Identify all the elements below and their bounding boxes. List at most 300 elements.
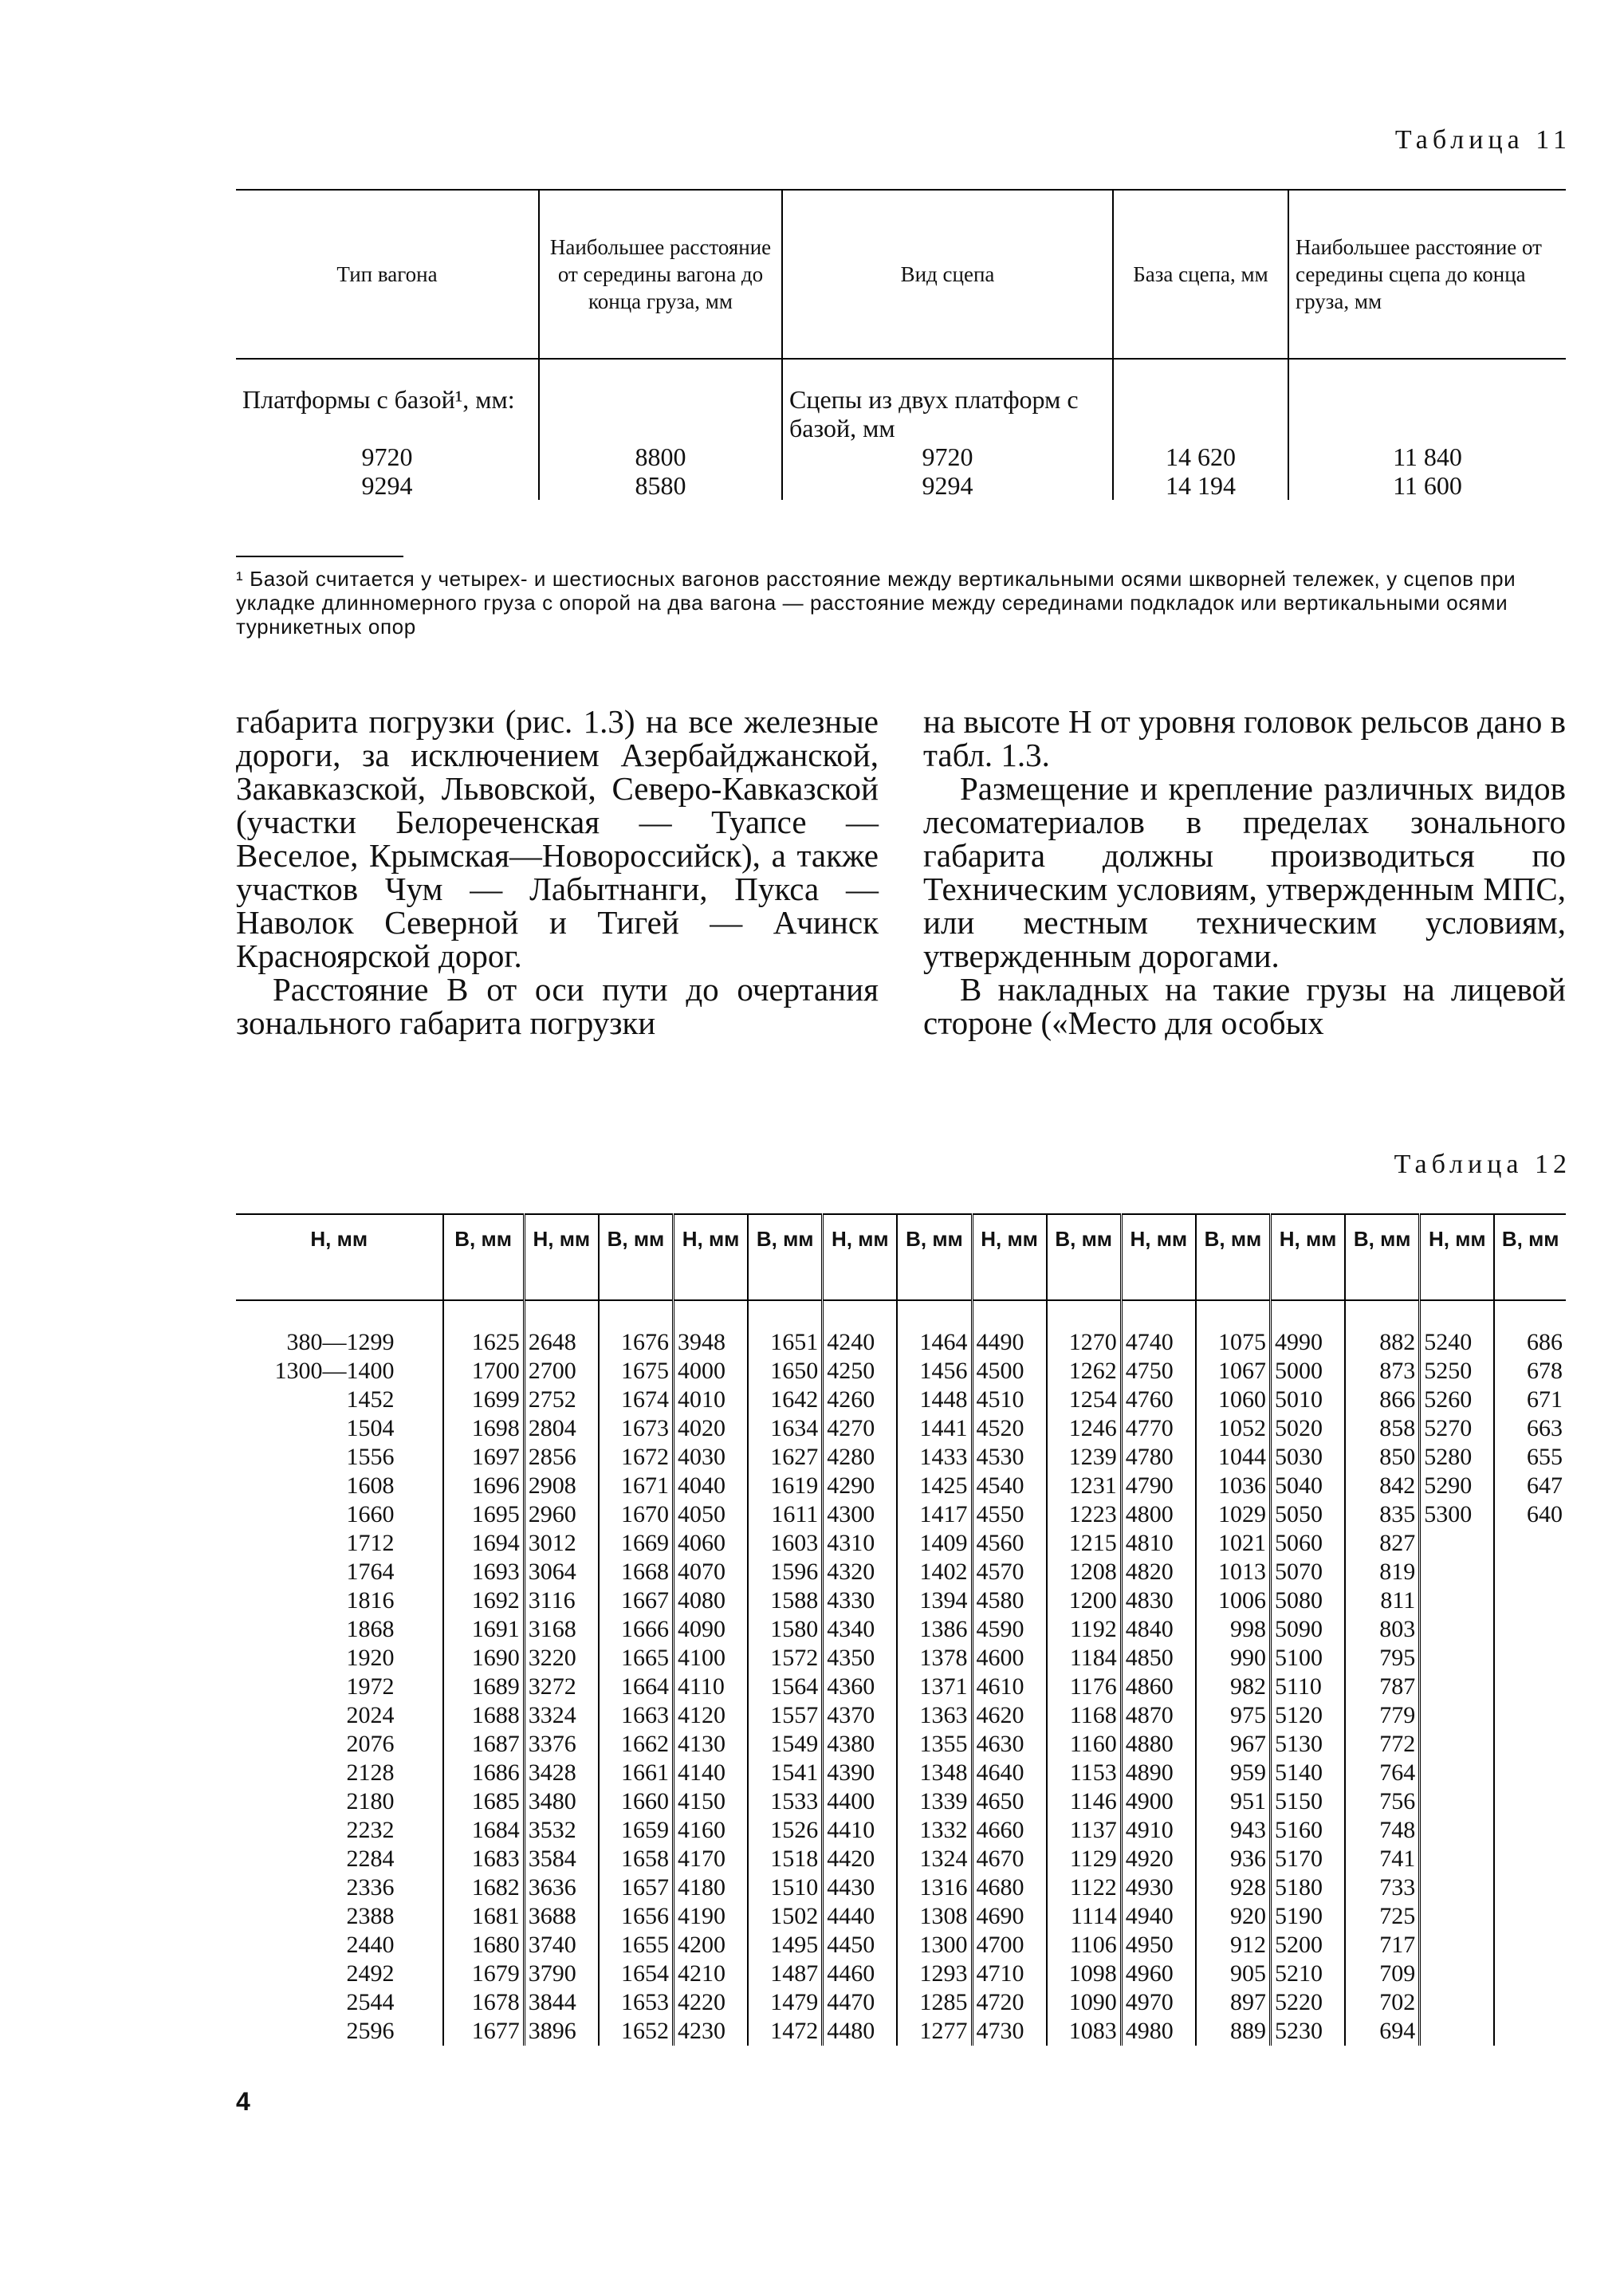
table-cell: 1339 — [897, 1787, 972, 1816]
table-cell: 2492 — [346, 1960, 395, 1987]
table-cell: 1674 — [599, 1386, 674, 1414]
table-cell: 4440 — [823, 1902, 898, 1931]
table-cell: 4540 — [972, 1472, 1047, 1500]
table-cell: 1348 — [897, 1759, 972, 1787]
table-cell: 4820 — [1121, 1558, 1196, 1586]
table-row — [236, 1701, 1566, 1730]
table-cell: 380—1299 — [286, 1329, 395, 1355]
table-cell: 1764 — [346, 1559, 395, 1585]
table-cell: 1090 — [1047, 1988, 1122, 2017]
table-cell: 4050 — [674, 1500, 749, 1529]
table-cell — [1420, 1931, 1495, 1960]
table-cell: 1363 — [897, 1701, 972, 1730]
table-cell: 741 — [1345, 1845, 1420, 1873]
table-cell: 1371 — [897, 1673, 972, 1701]
table-cell — [1420, 1673, 1495, 1701]
table-cell: 1308 — [897, 1902, 972, 1931]
table-cell: 1502 — [748, 1902, 823, 1931]
table-cell: 4870 — [1121, 1701, 1196, 1730]
table-cell: 1683 — [443, 1845, 525, 1873]
table-cell: 1044 — [1196, 1443, 1271, 1472]
table-cell: 1619 — [748, 1472, 823, 1500]
table12-header-cell: В, мм — [599, 1214, 674, 1300]
table-row — [236, 1902, 1566, 1931]
table-cell: 4930 — [1121, 1873, 1196, 1902]
table-cell: 4080 — [674, 1586, 749, 1615]
table-cell: 4190 — [674, 1902, 749, 1931]
table-cell: 1013 — [1196, 1558, 1271, 1586]
table-cell — [1494, 1759, 1566, 1787]
table-cell: 5070 — [1271, 1558, 1346, 1586]
table12-header-cell: В, мм — [1345, 1214, 1420, 1300]
table-cell — [1420, 1529, 1495, 1558]
table-cell: 4990 — [1271, 1328, 1346, 1357]
table-cell: 5040 — [1271, 1472, 1346, 1500]
table-cell: 1184 — [1047, 1644, 1122, 1673]
table-cell: 4450 — [823, 1931, 898, 1960]
table-cell: 4560 — [972, 1529, 1047, 1558]
table12-header-cell: В, мм — [443, 1214, 525, 1300]
table-cell: 1192 — [1047, 1615, 1122, 1644]
table-cell: 3636 — [524, 1873, 599, 1902]
table-cell: 4260 — [823, 1386, 898, 1414]
table-cell: 4520 — [972, 1414, 1047, 1443]
table-row — [236, 471, 1566, 500]
table-cell — [1420, 1730, 1495, 1759]
table-cell: 1504 — [346, 1415, 395, 1441]
table-cell: 5050 — [1271, 1500, 1346, 1529]
table-cell: 4740 — [1121, 1328, 1196, 1357]
table-cell: 2388 — [346, 1903, 395, 1929]
table-cell: 928 — [1196, 1873, 1271, 1902]
table-cell: 5230 — [1271, 2017, 1346, 2046]
table-cell: 4360 — [823, 1673, 898, 1701]
table-cell — [1420, 1902, 1495, 1931]
table-cell: 4100 — [674, 1644, 749, 1673]
table-cell: 702 — [1345, 1988, 1420, 2017]
table-cell: 1208 — [1047, 1558, 1122, 1586]
table-cell: 779 — [1345, 1701, 1420, 1730]
table-cell — [1420, 1558, 1495, 1586]
table-cell: 4550 — [972, 1500, 1047, 1529]
table-cell: 4660 — [972, 1816, 1047, 1845]
table-cell: 1680 — [443, 1931, 525, 1960]
table-cell: 686 — [1494, 1328, 1566, 1357]
table-row — [236, 1386, 1566, 1414]
table-cell: 1223 — [1047, 1500, 1122, 1529]
table-cell: 4900 — [1121, 1787, 1196, 1816]
table-cell: 4950 — [1121, 1931, 1196, 1960]
table-cell: 4490 — [972, 1328, 1047, 1357]
table-cell: 1122 — [1047, 1873, 1122, 1902]
table-cell: 4400 — [823, 1787, 898, 1816]
table-cell — [1494, 1701, 1566, 1730]
table-cell: 2544 — [346, 1989, 395, 2015]
table-cell: 14 194 — [1113, 471, 1288, 500]
table-cell: 1417 — [897, 1500, 972, 1529]
table-cell: 4670 — [972, 1845, 1047, 1873]
table-cell: 1075 — [1196, 1328, 1271, 1357]
table-cell: 1106 — [1047, 1931, 1122, 1960]
table-cell: 1673 — [599, 1414, 674, 1443]
table-cell: 4070 — [674, 1558, 749, 1586]
table-cell: 1693 — [443, 1558, 525, 1586]
table-cell: 1698 — [443, 1414, 525, 1443]
table-cell: 1277 — [897, 2017, 972, 2046]
table-cell: 873 — [1345, 1357, 1420, 1386]
table-row — [236, 1931, 1566, 1960]
table-cell: 4830 — [1121, 1586, 1196, 1615]
table-cell: 4090 — [674, 1615, 749, 1644]
table-cell: 4390 — [823, 1759, 898, 1787]
table-cell: 2700 — [524, 1357, 599, 1386]
table-cell: 5180 — [1271, 1873, 1346, 1902]
table-cell: 1660 — [346, 1501, 395, 1527]
table-cell: 2336 — [346, 1874, 395, 1901]
table-cell: 5000 — [1271, 1357, 1346, 1386]
table-cell: 1029 — [1196, 1500, 1271, 1529]
table-cell: 2596 — [346, 2018, 395, 2044]
table-cell: 819 — [1345, 1558, 1420, 1586]
table-cell — [1494, 1730, 1566, 1759]
table-cell: 1441 — [897, 1414, 972, 1443]
table-cell: 4860 — [1121, 1673, 1196, 1701]
table-cell — [1494, 1902, 1566, 1931]
table-cell: 663 — [1494, 1414, 1566, 1443]
table-cell — [1494, 1586, 1566, 1615]
table-row — [236, 1644, 1566, 1673]
table-cell: 709 — [1345, 1960, 1420, 1988]
table-cell: 4340 — [823, 1615, 898, 1644]
table-cell: 3790 — [524, 1960, 599, 1988]
table-cell — [1420, 1759, 1495, 1787]
table-cell: 1655 — [599, 1931, 674, 1960]
table-cell: 3012 — [524, 1529, 599, 1558]
table-cell: 1603 — [748, 1529, 823, 1558]
table-cell: 1663 — [599, 1701, 674, 1730]
table-cell: 4210 — [674, 1960, 749, 1988]
table-cell: 1627 — [748, 1443, 823, 1472]
table-cell: 2180 — [346, 1788, 395, 1814]
table-cell: 4620 — [972, 1701, 1047, 1730]
table-cell: 1580 — [748, 1615, 823, 1644]
table-cell: 5240 — [1420, 1328, 1495, 1357]
table11-header-row — [236, 190, 1566, 359]
table-cell: 4200 — [674, 1931, 749, 1960]
table-cell: 1487 — [748, 1960, 823, 1988]
table-cell: 1694 — [443, 1529, 525, 1558]
footnote: ¹ Базой считается у четырех- и шестиосных вагонов расстояние между вертикальными осями шкворней тележек, у сцепов при укладке длинномерного груза с опорой на два вагона — расстояние между серединами подкладок или вертикальными осями турникетных опор — [236, 567, 1516, 639]
table-cell: 4150 — [674, 1787, 749, 1816]
table11-group-label: Платформы с базой¹, мм: — [236, 385, 539, 442]
table-cell — [1494, 1873, 1566, 1902]
table-cell: 1654 — [599, 1960, 674, 1988]
table-cell: 4770 — [1121, 1414, 1196, 1443]
body-paragraph: на высоте Н от уровня головок рельсов дано в табл. 1.3. — [923, 703, 1566, 773]
table-cell: 2804 — [524, 1414, 599, 1443]
table12-header-cell: В, мм — [1494, 1214, 1566, 1300]
table-cell: 1659 — [599, 1816, 674, 1845]
table12-header-cell: Н, мм — [1271, 1214, 1346, 1300]
table-cell: 5260 — [1420, 1386, 1495, 1414]
table-cell: 1518 — [748, 1845, 823, 1873]
table-cell: 4580 — [972, 1586, 1047, 1615]
table-cell: 4530 — [972, 1443, 1047, 1472]
table-cell: 1700 — [443, 1357, 525, 1386]
table-cell: 5080 — [1271, 1586, 1346, 1615]
table-cell: 3948 — [674, 1328, 749, 1357]
table-cell: 4020 — [674, 1414, 749, 1443]
table-cell: 655 — [1494, 1443, 1566, 1472]
table-cell: 5170 — [1271, 1845, 1346, 1873]
table-cell: 1098 — [1047, 1960, 1122, 1988]
table-cell: 943 — [1196, 1816, 1271, 1845]
table-cell: 1658 — [599, 1845, 674, 1873]
table-cell: 3064 — [524, 1558, 599, 1586]
table-cell: 748 — [1345, 1816, 1420, 1845]
table-cell: 1682 — [443, 1873, 525, 1902]
table-cell: 2440 — [346, 1932, 395, 1958]
table-cell: 1083 — [1047, 2017, 1122, 2046]
table-row — [236, 1586, 1566, 1615]
table-row — [236, 1845, 1566, 1873]
table-cell: 1300—1400 — [274, 1358, 395, 1384]
table-cell: 1324 — [897, 1845, 972, 1873]
table-cell: 14 620 — [1113, 442, 1288, 471]
table-cell — [1420, 1615, 1495, 1644]
table-cell: 3220 — [524, 1644, 599, 1673]
table-cell — [1420, 1988, 1495, 2017]
table-cell: 1669 — [599, 1529, 674, 1558]
table-cell: 2648 — [524, 1328, 599, 1357]
table-cell: 1697 — [443, 1443, 525, 1472]
table-cell: 1285 — [897, 1988, 972, 2017]
table-cell: 4940 — [1121, 1902, 1196, 1931]
table-cell: 4230 — [674, 2017, 749, 2046]
table-cell: 1684 — [443, 1816, 525, 1845]
table-cell: 1160 — [1047, 1730, 1122, 1759]
table-cell: 2076 — [346, 1731, 395, 1757]
table12-header-cell: Н, мм — [1420, 1214, 1495, 1300]
table-cell: 951 — [1196, 1787, 1271, 1816]
table-row — [236, 1816, 1566, 1845]
body-paragraph: В накладных на такие грузы на лицевой стороне («Место для особых — [923, 971, 1566, 1041]
table-cell: 1687 — [443, 1730, 525, 1759]
table-cell: 678 — [1494, 1357, 1566, 1386]
table-cell: 1642 — [748, 1386, 823, 1414]
body-column-left — [236, 705, 879, 1040]
table-cell: 1972 — [346, 1673, 395, 1700]
table-row — [236, 2017, 1566, 2046]
table-cell: 1176 — [1047, 1673, 1122, 1701]
table-cell: 4170 — [674, 1845, 749, 1873]
table11-header-cell: Наибольшее расстояние от середины вагона до конца груза, мм — [539, 190, 782, 359]
table-cell: 5280 — [1420, 1443, 1495, 1472]
table-cell: 1868 — [346, 1616, 395, 1642]
table-cell: 5010 — [1271, 1386, 1346, 1414]
table-cell: 1067 — [1196, 1357, 1271, 1386]
table-cell: 1557 — [748, 1701, 823, 1730]
table-cell: 4780 — [1121, 1443, 1196, 1472]
table-cell: 4910 — [1121, 1816, 1196, 1845]
table-cell: 1671 — [599, 1472, 674, 1500]
table-cell: 3740 — [524, 1931, 599, 1960]
table-cell: 4240 — [823, 1328, 898, 1357]
table-cell: 1394 — [897, 1586, 972, 1615]
table-cell: 3324 — [524, 1701, 599, 1730]
table-cell: 4280 — [823, 1443, 898, 1472]
table-cell: 1660 — [599, 1787, 674, 1816]
table-cell: 1425 — [897, 1472, 972, 1500]
table12-header-cell: В, мм — [897, 1214, 972, 1300]
table-cell: 4430 — [823, 1873, 898, 1902]
table-cell: 920 — [1196, 1902, 1271, 1931]
table-cell: 5250 — [1420, 1357, 1495, 1386]
table-cell — [1494, 1988, 1566, 2017]
table-cell: 640 — [1494, 1500, 1566, 1529]
table-cell: 1675 — [599, 1357, 674, 1386]
table-cell: 1816 — [346, 1587, 395, 1614]
table12-header-cell: В, мм — [1196, 1214, 1271, 1300]
table-row — [236, 1988, 1566, 2017]
table-cell: 671 — [1494, 1386, 1566, 1414]
table-cell: 5130 — [1271, 1730, 1346, 1759]
table-cell: 4590 — [972, 1615, 1047, 1644]
table-cell: 4180 — [674, 1873, 749, 1902]
table12-header-cell: Н, мм — [972, 1214, 1047, 1300]
table-cell: 4690 — [972, 1902, 1047, 1931]
table-cell: 11 600 — [1288, 471, 1566, 500]
table-cell: 1652 — [599, 2017, 674, 2046]
table12-header-cell: Н, мм — [236, 1214, 443, 1300]
table-cell — [1494, 1673, 1566, 1701]
table12 — [236, 1213, 1566, 2046]
table-row — [236, 1787, 1566, 1816]
table-cell: 1300 — [897, 1931, 972, 1960]
table-cell: 3532 — [524, 1816, 599, 1845]
table-cell: 2960 — [524, 1500, 599, 1529]
table-cell: 3844 — [524, 1988, 599, 2017]
table-cell: 4060 — [674, 1529, 749, 1558]
table12-header-cell: Н, мм — [823, 1214, 898, 1300]
footnote-rule — [236, 556, 403, 557]
table-cell — [1494, 1558, 1566, 1586]
table-cell: 1526 — [748, 1816, 823, 1845]
table-cell: 4810 — [1121, 1529, 1196, 1558]
table-cell: 733 — [1345, 1873, 1420, 1902]
table11 — [236, 189, 1566, 500]
table-cell: 1690 — [443, 1644, 525, 1673]
table-cell: 4220 — [674, 1988, 749, 2017]
table-cell: 1129 — [1047, 1845, 1122, 1873]
table-cell — [1420, 1701, 1495, 1730]
table-cell: 1656 — [599, 1902, 674, 1931]
table-row — [236, 1414, 1566, 1443]
table-cell — [1420, 1586, 1495, 1615]
table-cell: 4710 — [972, 1960, 1047, 1988]
table-row — [236, 1873, 1566, 1902]
table-cell: 1254 — [1047, 1386, 1122, 1414]
page-number: 4 — [236, 2087, 250, 2116]
table-cell: 1246 — [1047, 1414, 1122, 1443]
table-cell: 1006 — [1196, 1586, 1271, 1615]
table-cell: 5090 — [1271, 1615, 1346, 1644]
table-cell: 9720 — [782, 442, 1113, 471]
table-cell: 3688 — [524, 1902, 599, 1931]
table-cell: 1495 — [748, 1931, 823, 1960]
table-cell: 4330 — [823, 1586, 898, 1615]
table-cell: 998 — [1196, 1615, 1271, 1644]
table-cell: 1378 — [897, 1644, 972, 1673]
table-cell: 4030 — [674, 1443, 749, 1472]
table-cell: 4840 — [1121, 1615, 1196, 1644]
table-cell: 4370 — [823, 1701, 898, 1730]
table-cell: 2128 — [346, 1759, 395, 1786]
table11-caption: Таблица 11 — [1394, 125, 1571, 155]
table-cell: 897 — [1196, 1988, 1271, 2017]
table-cell: 4410 — [823, 1816, 898, 1845]
table-cell: 1153 — [1047, 1759, 1122, 1787]
table-cell — [1494, 1615, 1566, 1644]
table-cell: 1114 — [1047, 1902, 1122, 1931]
table-cell — [1494, 1644, 1566, 1673]
table-cell: 1510 — [748, 1873, 823, 1902]
table-cell: 1688 — [443, 1701, 525, 1730]
table-cell: 1651 — [748, 1328, 823, 1357]
table-cell: 1657 — [599, 1873, 674, 1902]
table-cell: 9294 — [782, 471, 1113, 500]
table-cell: 1920 — [346, 1645, 395, 1671]
table-cell: 8580 — [539, 471, 782, 500]
table-cell: 4920 — [1121, 1845, 1196, 1873]
table-cell — [1494, 1931, 1566, 1960]
table-cell: 835 — [1345, 1500, 1420, 1529]
table-row — [236, 442, 1566, 471]
table-cell — [1420, 1787, 1495, 1816]
table-cell: 787 — [1345, 1673, 1420, 1701]
table-cell: 4600 — [972, 1644, 1047, 1673]
table-cell — [1420, 1644, 1495, 1673]
table-cell: 795 — [1345, 1644, 1420, 1673]
table-cell: 1665 — [599, 1644, 674, 1673]
table-cell: 4960 — [1121, 1960, 1196, 1988]
table-cell: 1433 — [897, 1443, 972, 1472]
table11-group-row — [236, 385, 1566, 442]
table-cell: 4890 — [1121, 1759, 1196, 1787]
table-cell: 4640 — [972, 1759, 1047, 1787]
table-cell: 1316 — [897, 1873, 972, 1902]
table-cell: 1588 — [748, 1586, 823, 1615]
table-cell — [1420, 1873, 1495, 1902]
table-row — [236, 1357, 1566, 1386]
table-cell — [1420, 2017, 1495, 2046]
table-cell: 1572 — [748, 1644, 823, 1673]
table-cell: 9294 — [236, 471, 539, 500]
table-cell: 936 — [1196, 1845, 1271, 1873]
table-cell: 1448 — [897, 1386, 972, 1414]
table-cell: 4510 — [972, 1386, 1047, 1414]
table-cell: 5160 — [1271, 1816, 1346, 1845]
table-cell: 5100 — [1271, 1644, 1346, 1673]
table11-header-cell: База сцепа, мм — [1113, 190, 1288, 359]
table-cell: 4500 — [972, 1357, 1047, 1386]
table-cell: 5270 — [1420, 1414, 1495, 1443]
table-cell: 4800 — [1121, 1500, 1196, 1529]
table-cell: 2752 — [524, 1386, 599, 1414]
table-cell — [1420, 1816, 1495, 1845]
table-cell — [1494, 2017, 1566, 2046]
table-cell: 3116 — [524, 1586, 599, 1615]
